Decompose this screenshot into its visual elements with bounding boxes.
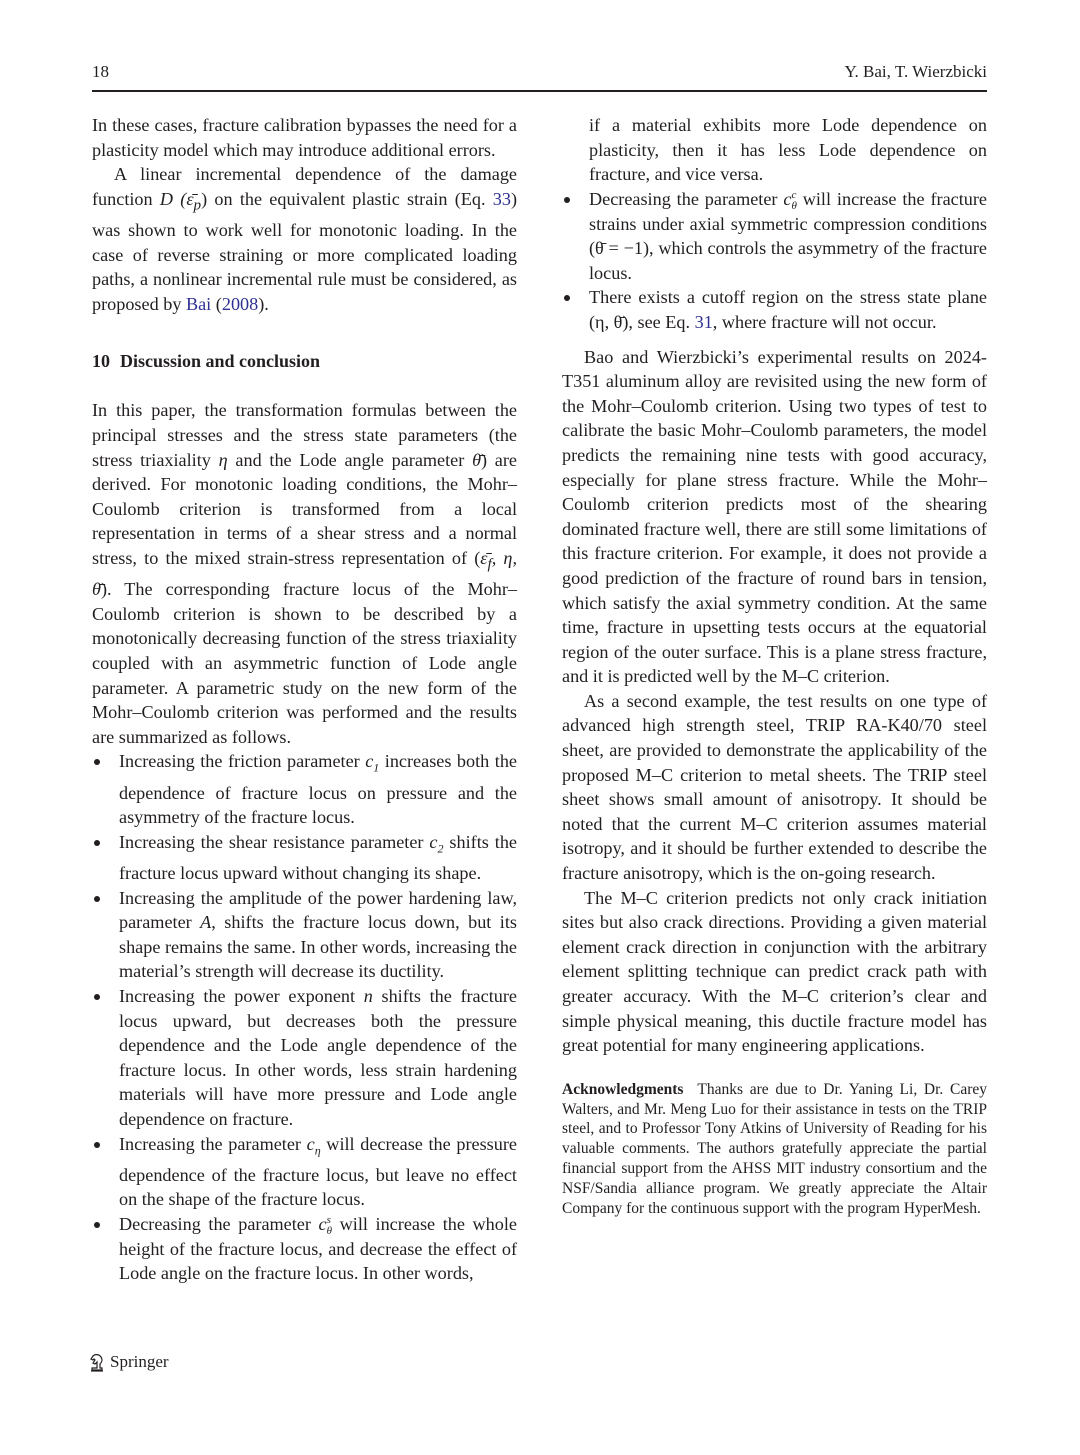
text: , shifts the fracture locus down, but its shape remains the same. In other words, increasing the material’s strength will decrease its ductility. xyxy=(119,912,517,982)
list-item xyxy=(92,1132,517,1212)
math-theta-bar: θ̄ xyxy=(472,449,481,470)
text: shifts the fracture locus upward, but decreases both the pressure dependence and the Lode angle dependence of the fracture locus. In other words, less strain hardening materials will have more pressure and Lode angle dependence on fracture. xyxy=(119,985,517,1129)
bullet-continuation: if a material exhibits more Lode dependence on plasticity, then it has less Lode dependence on fracture, and vice versa. xyxy=(589,115,987,185)
text: ) are derived. For monotonic loading conditions, the Mohr–Coulomb criterion is transformed from a local representation in terms of a shear stress and a normal stress, to the mixed strain-stress representation of ( xyxy=(92,449,518,568)
text: Decreasing the parameter xyxy=(119,1213,319,1234)
math-parameter xyxy=(200,912,211,932)
math-symbol: c xyxy=(783,188,792,209)
bullet-icon xyxy=(94,896,100,902)
page-footer xyxy=(88,1350,169,1374)
bullet-icon xyxy=(94,1222,100,1228)
math-symbol: n xyxy=(363,985,373,1006)
math-subscript: 2 xyxy=(437,841,444,856)
page-header xyxy=(92,60,987,92)
text: In this paper, the transformation formulas between the principal stresses and the stress state parameters (the stress triaxiality xyxy=(92,400,517,470)
acknowledgments-title: Acknowledgments xyxy=(562,1080,684,1098)
text: shifts the fracture locus upward without changing its shape. xyxy=(119,831,518,883)
parametric-findings-list xyxy=(92,749,517,1286)
parametric-findings-list-continued xyxy=(562,187,987,335)
math-subscript: θ xyxy=(791,199,797,212)
math-subscript: p xyxy=(193,196,202,214)
section-title: Discussion and conclusion xyxy=(120,351,321,372)
text: Increasing the power exponent xyxy=(119,985,364,1006)
math-parameter xyxy=(365,751,380,775)
text: and the Lode angle parameter xyxy=(227,449,473,470)
text: ( xyxy=(211,293,222,314)
citation-link-2008[interactable]: 2008 xyxy=(221,293,259,314)
citation-link-bai[interactable]: Bai xyxy=(185,293,212,314)
math-text: D (ε̄ xyxy=(159,188,194,209)
text: ) xyxy=(201,188,208,209)
list-item xyxy=(92,830,517,886)
text: Increasing the amplitude of the power hardening law, parameter xyxy=(119,887,517,933)
paragraph-crack-prediction: The M–C criterion predicts not only crack initiation sites but also crack directions. Providing a given material element crack direction in conjunction with the arbitrary element splitting technique can predict crack path with greater accuracy. With the M–C criterion’s clear and simple physical meaning, this ductile fracture model has great potential for many engineering applications. xyxy=(562,887,987,1056)
text: , where fracture will not occur. xyxy=(712,311,937,332)
list-item xyxy=(562,285,987,334)
math-parameter xyxy=(429,831,444,856)
text: will increase the whole height of the fracture locus, and decrease the effect of Lode angle on the fracture locus. In other words, xyxy=(119,1213,517,1284)
paragraph-calibration: In these cases, fracture calibration bypasses the need for a plasticity model which may introduce additional errors. xyxy=(92,115,517,160)
bullet-icon xyxy=(94,759,100,765)
text: will increase the fracture strains under axial symmetric compression conditions (θ̄ = −1), which controls the asymmetry of the fracture locus. xyxy=(589,188,988,283)
math-symbol: c xyxy=(318,1213,327,1234)
text: Increasing the shear resistance parameter xyxy=(119,831,430,852)
math-symbol: A xyxy=(200,912,212,933)
running-head-authors: Y. Bai, T. Wierzbicki xyxy=(844,62,987,81)
list-item xyxy=(92,749,517,829)
page-number: 18 xyxy=(92,62,109,81)
math-parameter xyxy=(364,986,373,1006)
math-symbol: c xyxy=(429,831,438,852)
math-damage-function xyxy=(159,188,202,214)
bullet-icon xyxy=(564,197,570,203)
section-number: 10 xyxy=(92,351,110,372)
right-column xyxy=(562,113,987,1218)
math-subscript: 1 xyxy=(373,760,380,775)
text: Increasing the parameter xyxy=(119,1133,307,1154)
bullet-icon xyxy=(94,994,100,1000)
text: ). xyxy=(258,293,269,314)
paragraph-summary xyxy=(92,398,517,749)
math-symbol: c xyxy=(365,751,374,772)
math-subscript: θ xyxy=(326,1224,333,1237)
publisher-name: Springer xyxy=(110,1352,169,1371)
text: A linear incremental dependence of the damage function xyxy=(92,164,517,209)
paragraph-trip-steel: As a second example, the test results on one type of advanced high strength steel, TRIP RA-K40/70 steel sheet, are provided to demonstrate the applicability of the proposed M–C criterion to metal sheets. The TRIP steel sheet shows small amount of anisotropy. It should be noted that the current M–C criterion assumes material isotropy, and it should be further extended to describe the fracture anisotropy, which is the on-going research. xyxy=(562,690,987,884)
math-subscript: f xyxy=(487,555,492,573)
text: ). The corresponding fracture locus of the Mohr–Coulomb criterion is shown to be described by a monotonically decreasing function of the stress triaxiality coupled with an asymmetric function of Lode angle parameter. A parametric study on the new form of the Mohr–Coulomb criterion was performed and the results are summarized as follows. xyxy=(92,579,517,747)
text: Increasing the friction parameter xyxy=(119,751,366,772)
acknowledgments xyxy=(562,1080,987,1219)
text: ) was shown to work well for monotonic loading. In the case of reverse straining or more complicated loading paths, a nonlinear incremental rule must be considered, as proposed by xyxy=(92,188,518,314)
bullet-icon xyxy=(94,1142,100,1148)
math-eta: η xyxy=(218,449,228,470)
text: will decrease the pressure dependence of the fracture locus, but leave no effect on the shape of the fracture locus. xyxy=(119,1133,517,1210)
paragraph-aluminum-results: Bao and Wierzbicki’s experimental results on 2024-T351 aluminum alloy are revisited using the new form of the Mohr–Coulomb criterion. Using two types of test to calibrate the basic Mohr–Coulomb parameters, the model predicts the remaining nine tests with good accuracy, especially for plane stress fracture. While the Mohr–Coulomb criterion predicts most of the shearing dominated fracture well, there are still some limitations of this fracture criterion. For example, it does not provide a good prediction of the fracture of round bars in tension, which satisfy the axial symmetry condition. At the same time, fracture in upsetting tests occurs at the equatorial region of the outer surface. This is a plane stress fracture, and it is predicted well by the M–C criterion. xyxy=(562,346,987,687)
math-subscript: η xyxy=(314,1143,321,1158)
paragraph-damage-function xyxy=(92,162,517,316)
math-parameter xyxy=(306,1133,321,1158)
equation-link-31[interactable]: 31 xyxy=(694,311,713,332)
bullet-icon xyxy=(564,295,570,301)
text: on the equivalent plastic strain (Eq. xyxy=(207,188,493,209)
list-item xyxy=(562,187,987,286)
text: increases both the dependence of fracture locus on pressure and the asymmetry of the fracture locus. xyxy=(119,751,517,828)
equation-link-33[interactable]: 33 xyxy=(492,188,511,209)
springer-chess-knight-icon xyxy=(88,1352,106,1372)
acknowledgments-text: Thanks are due to Dr. Yaning Li, Dr. Carey Walters, and Mr. Meng Luo for their assistance in tests on the TRIP steel, and to Professor Tony Atkins of University of Reading for his valuable comments. The authors gratefully appreciate the partial financial support from the AHSS MIT industry consortium and the NSF/Sandia alliance program. We greatly appreciate the Altair Company for the continuous support with the program HyperMesh. xyxy=(562,1080,987,1217)
math-superscript: s xyxy=(326,1213,331,1226)
bullet-icon xyxy=(94,840,100,846)
section-heading xyxy=(92,349,517,373)
left-column xyxy=(92,113,517,1286)
math-c-theta-c xyxy=(783,188,797,212)
list-item xyxy=(92,984,517,1132)
text: Decreasing the parameter xyxy=(589,188,784,209)
list-item xyxy=(92,886,517,984)
header-rule xyxy=(92,90,987,92)
math-text: ε̄ xyxy=(480,547,488,568)
math-superscript: c xyxy=(791,188,797,201)
text: There exists a cutoff region on the stress state plane (η, θ̄), see Eq. xyxy=(589,287,987,332)
math-symbol: c xyxy=(306,1133,315,1154)
math-parameter xyxy=(318,1213,333,1237)
list-item xyxy=(92,1212,517,1286)
math-text: , η, θ̄ xyxy=(92,547,518,600)
